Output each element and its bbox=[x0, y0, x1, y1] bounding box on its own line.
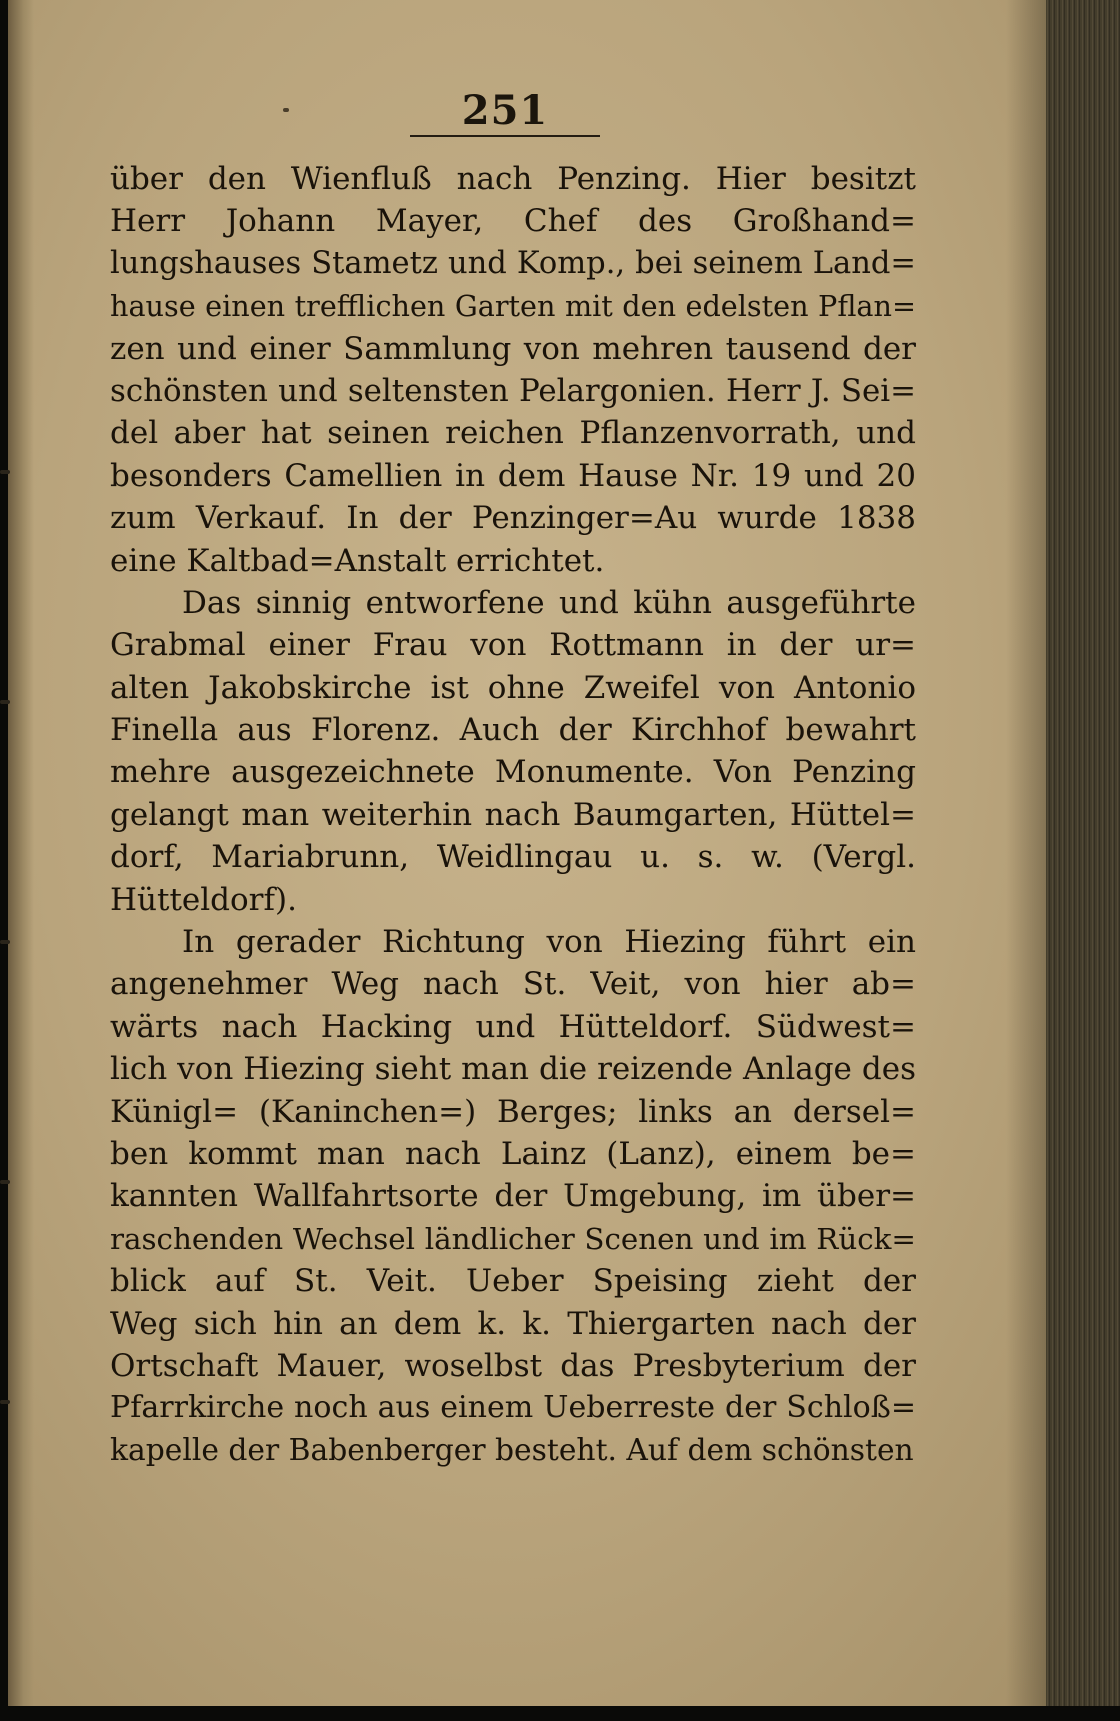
text-line: kapelle der Babenberger besteht. Auf dem schönsten bbox=[110, 1432, 914, 1468]
text-line: hause einen trefflichen Garten mit den edelsten Pflan= bbox=[110, 289, 916, 324]
text-line: Weg sich hin an dem k. k. Thiergarten nach der bbox=[110, 1305, 916, 1342]
paragraph-start-line: In gerader Richtung von Hiezing führt ein bbox=[182, 924, 916, 961]
text-line: ben kommt man nach Lainz (Lanz), einem be= bbox=[110, 1135, 916, 1172]
text-line: angenehmer Weg nach St. Veit, von hier ab= bbox=[110, 966, 916, 1003]
page-edge-shadow bbox=[1006, 0, 1046, 1706]
text-line: gelangt man weiterhin nach Baumgarten, Hüttel= bbox=[110, 796, 916, 833]
ornament-dot bbox=[283, 108, 289, 112]
text-line: Pfarrkirche noch aus einem Ueberreste der Schloß= bbox=[110, 1390, 916, 1426]
binding-stitch bbox=[0, 470, 10, 474]
binding-stitch bbox=[0, 1180, 10, 1184]
text-line: alten Jakobskirche ist ohne Zweifel von Antonio bbox=[110, 669, 916, 706]
text-line: eine Kaltbad=Anstalt errichtet. bbox=[110, 542, 605, 579]
binding-stitch bbox=[0, 700, 10, 704]
page-header bbox=[410, 88, 600, 134]
binding-stitch bbox=[0, 1400, 10, 1404]
text-line: blick auf St. Veit. Ueber Speising zieht der bbox=[110, 1263, 916, 1300]
page-gutter bbox=[8, 0, 34, 1706]
paragraph-start-line: Das sinnig entworfene und kühn ausgeführte bbox=[182, 584, 916, 621]
page-number: 251 bbox=[461, 87, 549, 134]
text-line: wärts nach Hacking und Hütteldorf. Südwest= bbox=[110, 1008, 916, 1045]
text-line: kannten Wallfahrtsorte der Umgebung, im über= bbox=[110, 1178, 916, 1215]
text-line: dorf, Mariabrunn, Weidlingau u. s. w. (Vergl. bbox=[110, 839, 916, 876]
text-line: über den Wienfluß nach Penzing. Hier besitzt bbox=[110, 161, 916, 197]
text-line: del aber hat seinen reichen Pflanzenvorrath, und bbox=[110, 415, 916, 452]
text-line: Künigl= (Kaninchen=) Berges; links an dersel= bbox=[110, 1093, 916, 1130]
scan-bottom-edge bbox=[0, 1706, 1120, 1721]
text-line: Ortschaft Mauer, woselbst das Presbyterium der bbox=[110, 1347, 916, 1384]
header-rule bbox=[410, 135, 600, 137]
text-line: mehre ausgezeichnete Monumente. Von Penzing bbox=[110, 754, 916, 791]
text-line: lich von Hiezing sieht man die reizende Anlage des bbox=[110, 1051, 916, 1088]
text-line: zen und einer Sammlung von mehren tausend der bbox=[110, 330, 916, 367]
binding-stitch bbox=[0, 940, 10, 944]
body-text bbox=[110, 158, 916, 1472]
text-line: Finella aus Florenz. Auch der Kirchhof bewahrt bbox=[110, 712, 916, 749]
book-page-edges bbox=[1046, 0, 1120, 1721]
text-line: schönsten und seltensten Pelargonien. Herr J. Sei= bbox=[110, 372, 916, 409]
text-line: raschenden Wechsel ländlicher Scenen und im Rück= bbox=[110, 1221, 916, 1256]
text-line: Herr Johann Mayer, Chef des Großhand= bbox=[110, 203, 916, 240]
text-line: lungshauses Stametz und Komp., bei seinem Land= bbox=[110, 245, 916, 281]
text-line: Hütteldorf). bbox=[110, 881, 297, 918]
text-line: zum Verkauf. In der Penzinger=Au wurde 1838 bbox=[110, 500, 916, 537]
text-line: Grabmal einer Frau von Rottmann in der ur= bbox=[110, 627, 916, 664]
text-line: besonders Camellien in dem Hause Nr. 19 und 20 bbox=[110, 457, 916, 494]
